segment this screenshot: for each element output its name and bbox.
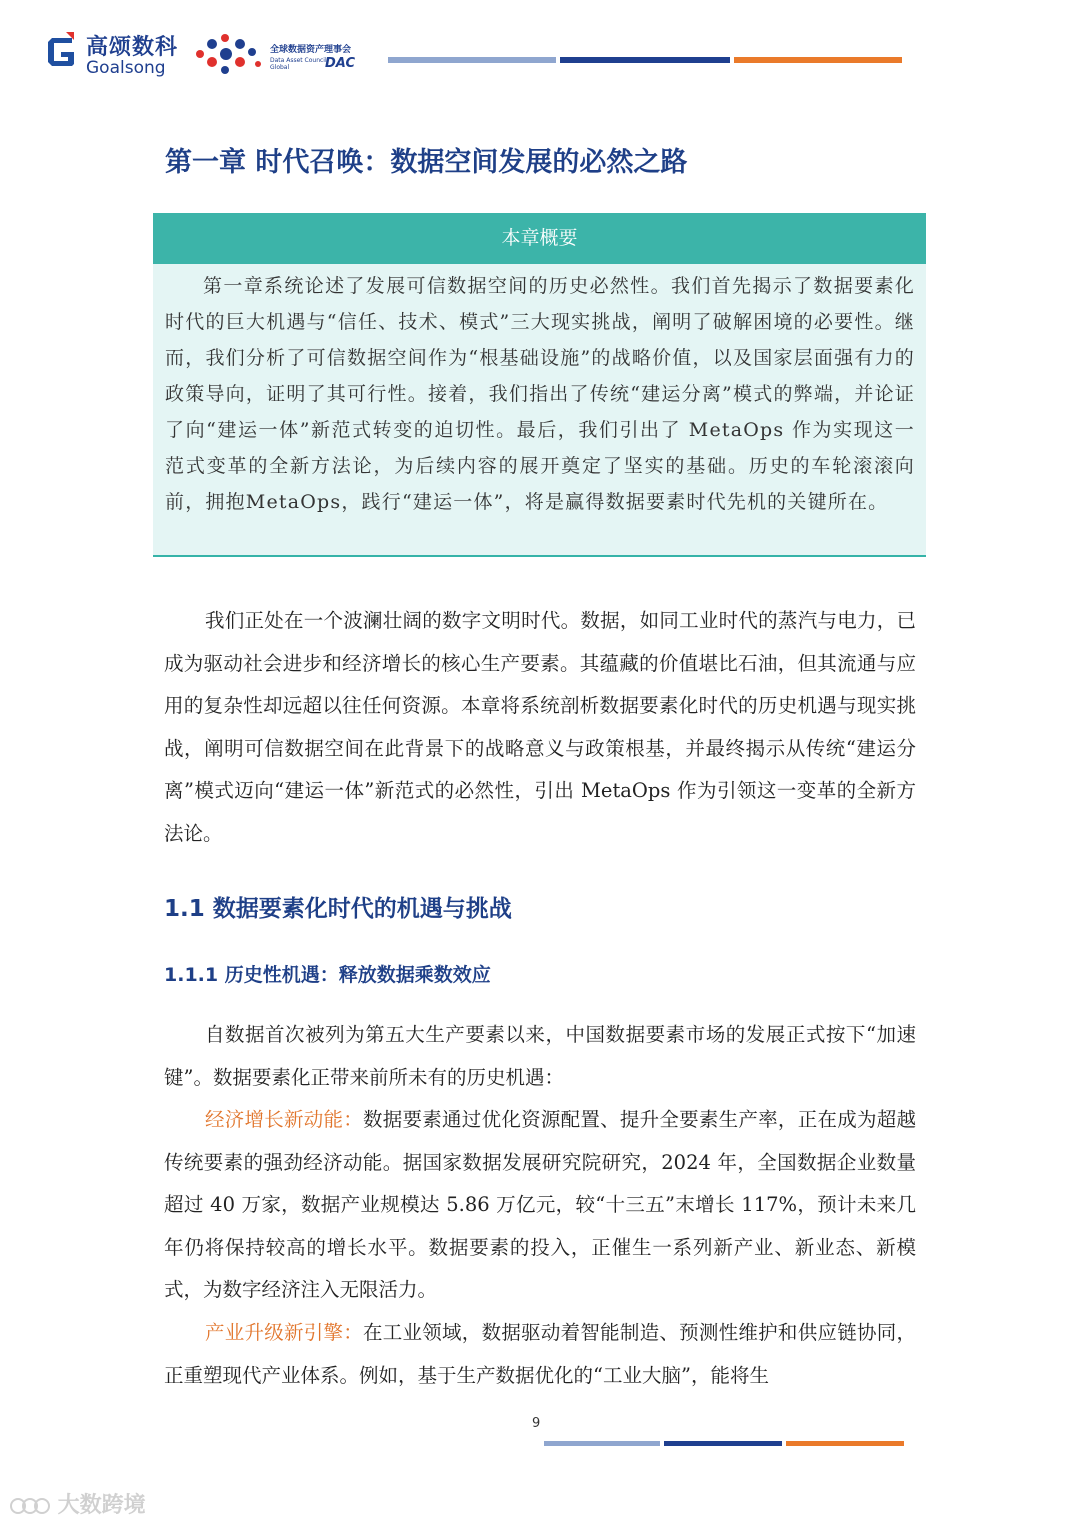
- goalsong-cn-name: 高颂数科: [86, 35, 179, 60]
- watermark-text: 大数跨境: [57, 1493, 146, 1518]
- header-bar-light-blue: [388, 57, 556, 63]
- chapter-summary-box: [153, 213, 926, 557]
- goalsong-g-icon: [44, 32, 78, 72]
- paragraph-opportunity-intro: 自数据首次被列为第五大生产要素以来，中国数据要素市场的发展正式按下“加速键”。数据要素化正带来前所未有的历史机遇：: [164, 1023, 916, 1089]
- section-heading-1-1: 1.1 数据要素化时代的机遇与挑战: [164, 896, 512, 922]
- dac-cn-name: 全球数据资产理事会: [270, 45, 352, 55]
- watermark-logo-icon: [10, 1494, 50, 1518]
- paragraph-industry-upgrade: [164, 1312, 916, 1397]
- watermark: [10, 1488, 146, 1519]
- paragraph-label-economic-growth: 经济增长新动能：: [204, 1108, 364, 1131]
- footer-bar-orange: [786, 1441, 904, 1446]
- paragraph-text-economic-growth: 数据要素通过优化资源配置、提升全要素生产率，正在成为超越传统要素的强劲经济动能。据国家数据发展研究院研究，2024 年，全国数据企业数量超过 40 万家，数据产业规模达 5.86 万亿元，较“十三五”末增长 117%，预计未来几年仍将保持较高的增长水平。数据要素的投入，正催生一系列新产业、新业态、新模式，为数字经济注入无限活力。: [164, 1108, 916, 1301]
- chapter-title: 第一章 时代召唤：数据空间发展的必然之路: [165, 147, 688, 178]
- dac-en-name: Data Asset Council Global: [270, 57, 327, 71]
- goalsong-en-name: Goalsong: [86, 58, 166, 78]
- dac-dots-icon: [192, 30, 268, 78]
- summary-heading: 本章概要: [153, 213, 926, 264]
- footer-bar-light-blue: [544, 1441, 660, 1446]
- dac-logo: [192, 30, 372, 78]
- dac-abbreviation: DAC: [325, 56, 355, 71]
- goalsong-logo: [44, 30, 214, 80]
- paragraph-economic-growth: [164, 1099, 916, 1312]
- paragraph-text-industry-upgrade: 在工业领域，数据驱动着智能制造、预测性维护和供应链协同，正重塑现代产业体系。例如，基于生产数据优化的“工业大脑”，能将生: [164, 1321, 916, 1387]
- section-heading-1-1-1: 1.1.1 历史性机遇：释放数据乘数效应: [164, 964, 491, 986]
- intro-paragraph: 我们正处在一个波澜壮阔的数字文明时代。数据，如同工业时代的蒸汽与电力，已成为驱动社会进步和经济增长的核心生产要素。其蕴藏的价值堪比石油，但其流通与应用的复杂性却远超以往任何资源。本章将系统剖析数据要素化时代的历史机遇与现实挑战，阐明可信数据空间在此背景下的战略意义与政策根基，并最终揭示从传统“建运分离”模式迈向“建运一体”新范式的必然性，引出 MetaOps 作为引领这一变革的全新方法论。: [164, 609, 916, 845]
- header-bar-navy: [560, 57, 730, 63]
- footer-bar-navy: [664, 1441, 782, 1446]
- page-number: 9: [532, 1416, 541, 1431]
- summary-text: 第一章系统论述了发展可信数据空间的历史必然性。我们首先揭示了数据要素化时代的巨大机遇与“信任、技术、模式”三大现实挑战，阐明了破解困境的必要性。继而，我们分析了可信数据空间作为“根基础设施”的战略价值，以及国家层面强有力的政策导向，证明了其可行性。接着，我们指出了传统“建运分离”模式的弊端，并论证了向“建运一体”新范式转变的迫切性。最后，我们引出了 MetaOps 作为实现这一范式变革的全新方法论，为后续内容的展开奠定了坚实的基础。历史的车轮滚滚向前，拥抱MetaOps，践行“建运一体”，将是赢得数据要素时代先机的关键所在。: [165, 275, 915, 513]
- header-bar-orange: [734, 57, 902, 63]
- paragraph-label-industry-upgrade: 产业升级新引擎：: [204, 1321, 364, 1344]
